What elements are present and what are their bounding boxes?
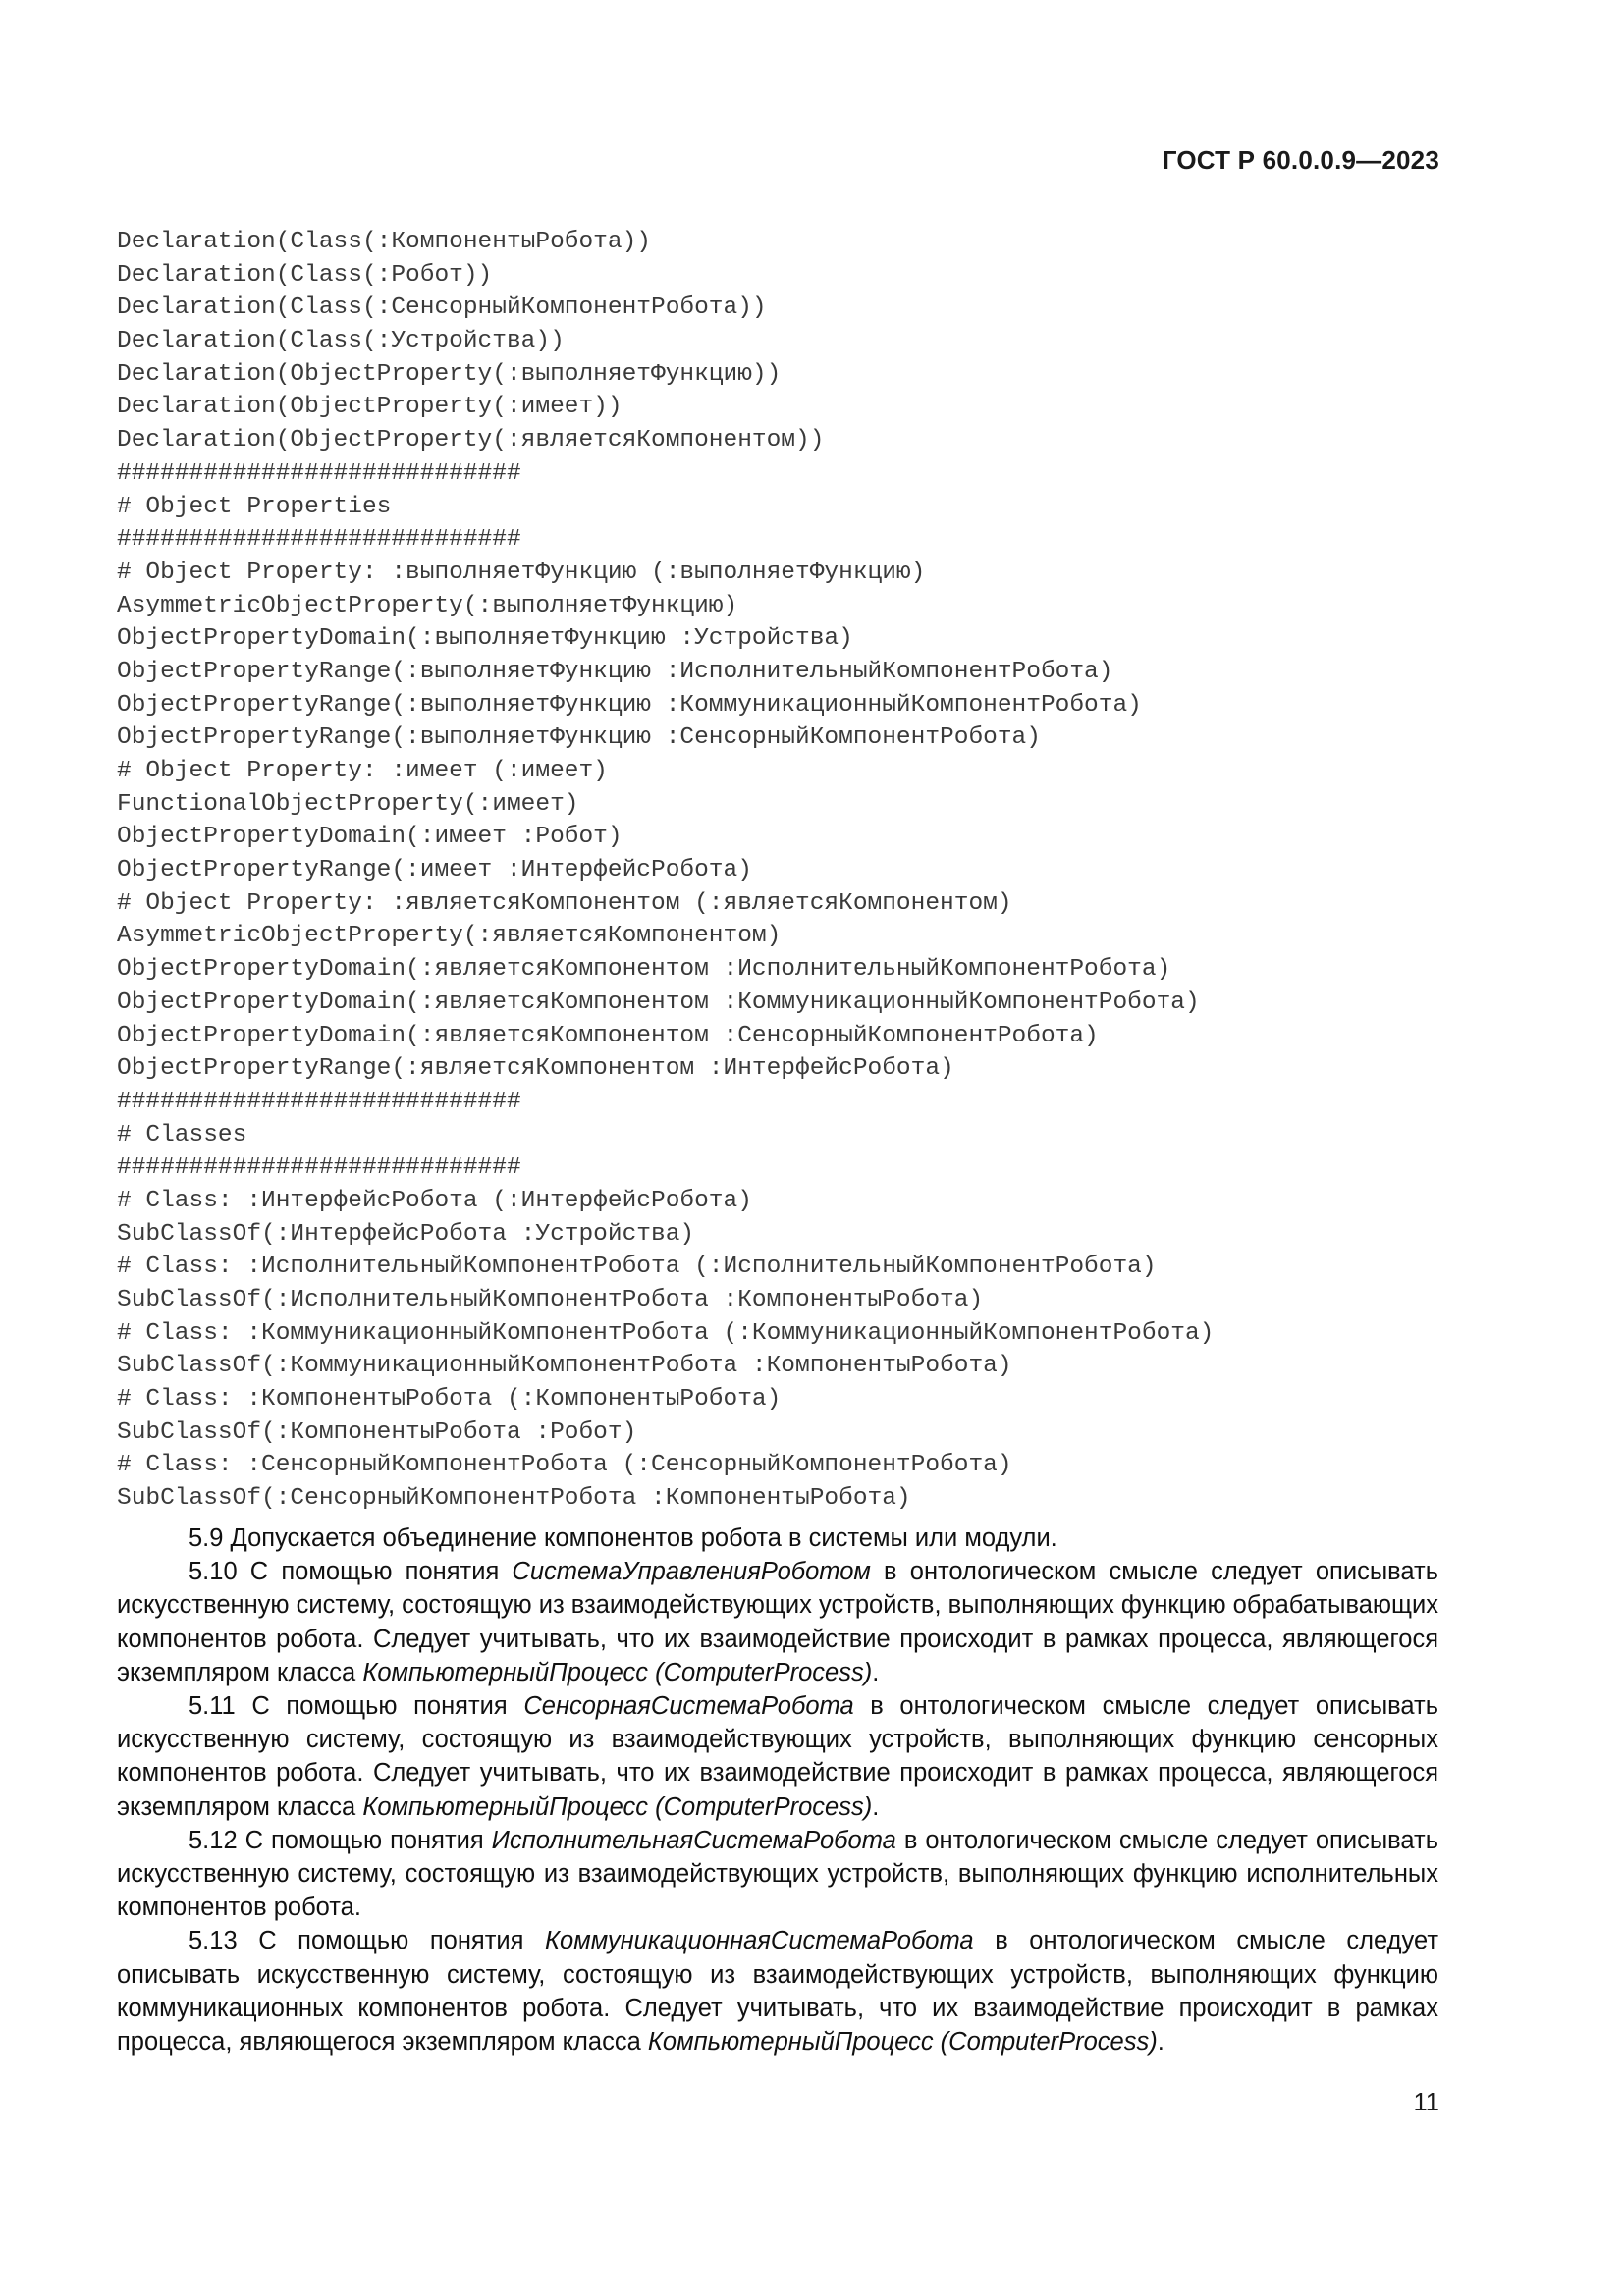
term-italic: СистемаУправленияРоботом (512, 1558, 871, 1586)
code-line: # Object Properties (117, 493, 392, 520)
code-line: ObjectPropertyRange(:выполняетФункцию :СенсорныйКомпонентРобота) (117, 724, 1041, 752)
code-line: ObjectPropertyDomain(:являетсяКомпонентом :ИсполнительныйКомпонентРобота) (117, 956, 1171, 984)
code-line: # Class: :КоммуникационныйКомпонентРобота (:КоммуникационныйКомпонентРобота) (117, 1319, 1215, 1347)
term-italic: КомпьютерныйПроцесс (ComputerProcess) (362, 1792, 873, 1821)
paragraph-5-13 (117, 1924, 1438, 2058)
code-listing (117, 226, 1511, 1516)
code-line: Declaration(ObjectProperty(:выполняетФункцию)) (117, 360, 782, 388)
term-italic: КомпьютерныйПроцесс (ComputerProcess) (647, 2028, 1158, 2056)
code-line: ObjectPropertyDomain(:являетсяКомпонентом :КоммуникационныйКомпонентРобота) (117, 988, 1200, 1016)
code-line: Declaration(Class(:СенсорныйКомпонентРобота)) (117, 294, 767, 322)
code-line: SubClassOf(:КоммуникационныйКомпонентРобота :КомпонентыРобота) (117, 1353, 1012, 1380)
paragraph-text: 5.11 С помощью понятия (189, 1692, 524, 1721)
code-line: ObjectPropertyDomain(:являетсяКомпонентом :СенсорныйКомпонентРобота) (117, 1022, 1099, 1049)
code-line: Declaration(Class(:Устройства)) (117, 328, 565, 355)
paragraph-text: 5.10 С помощью понятия (189, 1558, 513, 1586)
code-line: ObjectPropertyRange(:выполняетФункцию :ИсполнительныйКомпонентРобота) (117, 658, 1113, 685)
code-line: ObjectPropertyRange(:являетсяКомпонентом :ИнтерфейсРобота) (117, 1055, 954, 1083)
code-line: # Object Property: :имеет (:имеет) (117, 758, 608, 784)
paragraph-text: 5.9 Допускается объединение компонентов робота в системы или модули. (189, 1524, 1057, 1552)
document-header (1163, 145, 1439, 176)
code-line: SubClassOf(:ИсполнительныйКомпонентРобота :КомпонентыРобота) (117, 1287, 984, 1313)
code-line: Declaration(ObjectProperty(:являетсяКомпонентом)) (117, 427, 825, 454)
paragraph-text: в онтологическом смысле следует описывать искусственную систему, состоящую из взаимодействующих устройств, выполняющих функцию сенсорных компонентов робота. Следует учитывать, что их взаимодействие происходит в рамках процесса, являющегося экземпляром класса (117, 1692, 1439, 1821)
paragraph-text: 5.13 С помощью понятия (189, 1927, 546, 1955)
code-line: Declaration(Class(:Робот)) (117, 261, 493, 289)
code-line: ############################ (117, 1088, 521, 1115)
code-line: AsymmetricObjectProperty(:являетсяКомпонентом) (117, 923, 782, 950)
code-line: # Object Property: :выполняетФункцию (:выполняетФункцию) (117, 559, 926, 586)
code-line: ############################ (117, 1154, 521, 1182)
paragraph-text: 5.12 С помощью понятия (189, 1826, 492, 1854)
paragraph-text: в онтологическом смысле следует описывать искусственную систему, состоящую из взаимодействующих устройств, выполняющих функцию коммуникационных компонентов робота. Следует учитывать, что их взаимодействие происходит в рамках процесса, являющегося экземпляром класса (117, 1927, 1438, 2056)
standard-number: ГОСТ Р 60.0.0.9—2023 (1162, 145, 1439, 175)
code-line: Declaration(ObjectProperty(:имеет)) (117, 394, 623, 421)
term-italic: ИсполнительнаяСистемаРобота (491, 1826, 896, 1854)
paragraph-text: в онтологическом смысле следует описывать искусственную систему, состоящую из взаимодействующих устройств, выполняющих функцию обрабатывающих компонентов робота. Следует учитывать, что их взаимодействие происходит в рамках процесса, являющегося экземпляром класса (117, 1558, 1439, 1686)
code-line: ObjectPropertyRange(:имеет :ИнтерфейсРобота) (117, 857, 752, 884)
code-line: Declaration(Class(:КомпонентыРобота)) (117, 229, 651, 255)
code-line: # Object Property: :являетсяКомпонентом (:являетсяКомпонентом) (117, 889, 1012, 917)
code-line: ############################ (117, 526, 521, 554)
paragraph-text: . (872, 1658, 880, 1686)
code-line: SubClassOf(:ИнтерфейсРобота :Устройства) (117, 1220, 695, 1248)
paragraph-text: . (1157, 2028, 1164, 2056)
page-number: 11 (1413, 2089, 1439, 2116)
code-line: AsymmetricObjectProperty(:выполняетФункцию) (117, 592, 738, 619)
code-line: # Class: :ИсполнительныйКомпонентРобота (:ИсполнительныйКомпонентРобота) (117, 1254, 1157, 1281)
code-line: # Class: :СенсорныйКомпонентРобота (:СенсорныйКомпонентРобота) (117, 1452, 1012, 1479)
paragraph-5-9 (117, 1522, 1438, 1555)
code-line: ObjectPropertyRange(:выполняетФункцию :КоммуникационныйКомпонентРобота) (117, 691, 1142, 719)
code-line: ObjectPropertyDomain(:имеет :Робот) (117, 824, 623, 851)
code-line: # Classes (117, 1121, 247, 1148)
code-line: ############################ (117, 459, 521, 487)
paragraph-5-12 (117, 1824, 1438, 1925)
code-line: FunctionalObjectProperty(:имеет) (117, 790, 579, 818)
code-line: SubClassOf(:КомпонентыРобота :Робот) (117, 1418, 637, 1446)
code-line: SubClassOf(:СенсорныйКомпонентРобота :КомпонентыРобота) (117, 1485, 911, 1513)
code-line: ObjectPropertyDomain(:выполняетФункцию :Устройства) (117, 625, 853, 653)
term-italic: СенсорнаяСистемаРобота (523, 1692, 854, 1721)
term-italic: КомпьютерныйПроцесс (ComputerProcess) (362, 1658, 873, 1686)
paragraph-text: в онтологическом смысле следует описывать искусственную систему, состоящую из взаимодействующих устройств, выполняющих функцию исполнительных компонентов робота. (117, 1826, 1439, 1922)
term-italic: КоммуникационнаяСистемаРобота (545, 1927, 974, 1955)
body-text (117, 1522, 1438, 2058)
code-line: # Class: :КомпонентыРобота (:КомпонентыРобота) (117, 1386, 782, 1414)
code-line: # Class: :ИнтерфейсРобота (:ИнтерфейсРобота) (117, 1187, 752, 1214)
paragraph-5-10 (117, 1555, 1438, 1689)
paragraph-text: . (872, 1792, 880, 1821)
paragraph-5-11 (117, 1689, 1438, 1824)
